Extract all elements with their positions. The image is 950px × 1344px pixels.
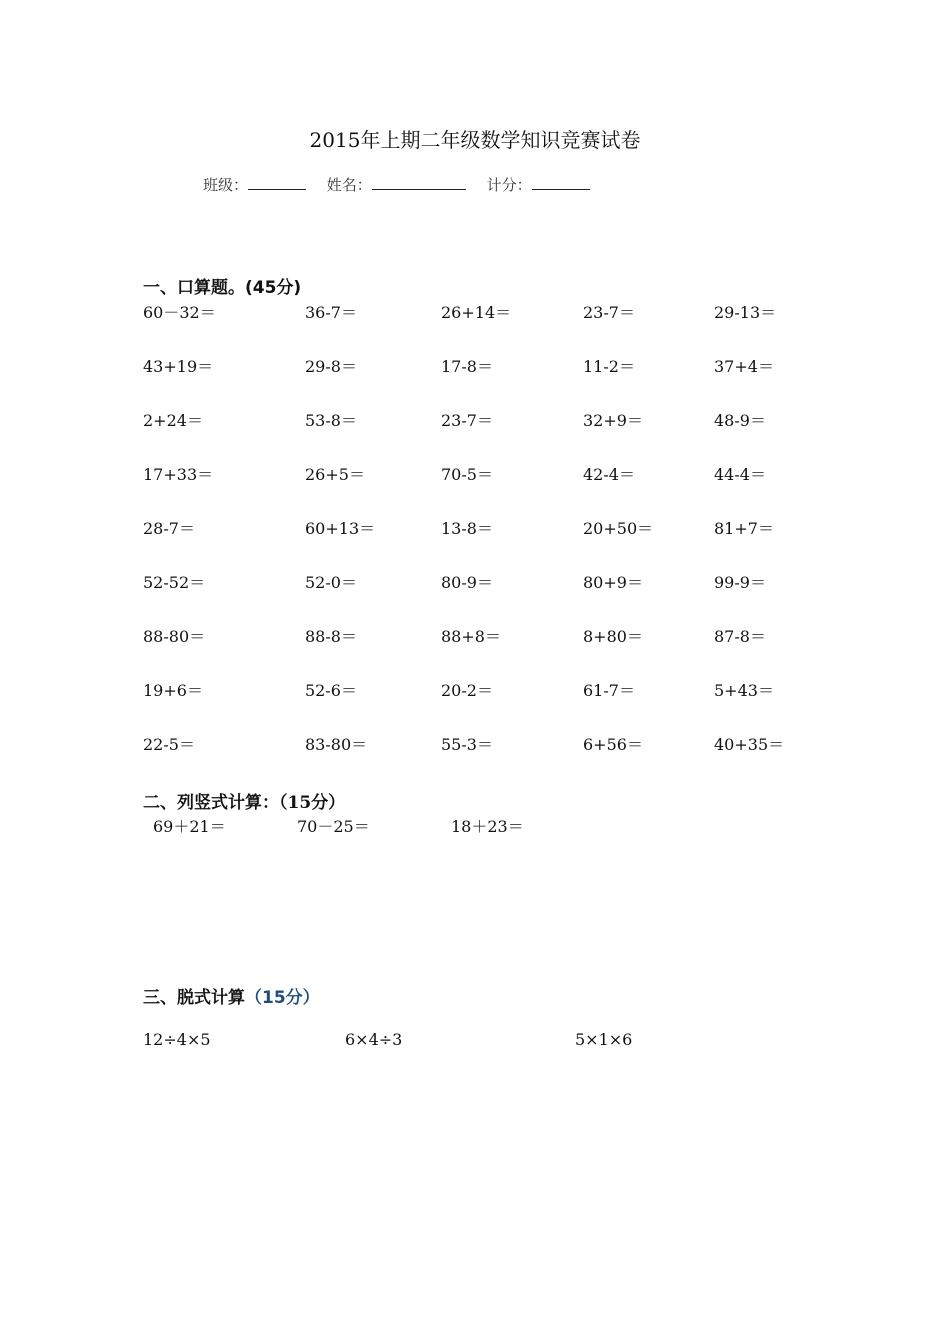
stepwise-problem: 5×1×6	[575, 1030, 633, 1049]
problem-cell: 70-5＝	[441, 465, 493, 484]
problem-cell: 80+9＝	[583, 573, 643, 592]
problem-cell: 80-9＝	[441, 573, 493, 592]
problem-cell: 88+8＝	[441, 627, 501, 646]
problem-cell: 88-80＝	[143, 627, 206, 646]
stepwise-problem: 12÷4×5	[143, 1030, 211, 1049]
problem-cell: 6+56＝	[583, 735, 643, 754]
problem-cell: 17-8＝	[441, 357, 493, 376]
problem-cell: 52-6＝	[305, 681, 357, 700]
problem-row	[143, 624, 823, 678]
problem-cell: 60－32＝	[143, 303, 216, 322]
problem-row	[143, 408, 823, 462]
problem-row	[143, 678, 823, 732]
problem-cell: 26+14＝	[441, 303, 512, 322]
vertical-problem: 70－25＝	[297, 817, 370, 836]
problem-row	[143, 354, 823, 408]
problem-cell: 44-4＝	[714, 465, 766, 484]
section3-heading-score: （15分）	[245, 988, 320, 1008]
problem-row	[143, 516, 823, 570]
stepwise-problem: 6×4÷3	[345, 1030, 403, 1049]
problem-cell: 28-7＝	[143, 519, 195, 538]
problem-cell: 53-8＝	[305, 411, 357, 430]
name-label: 姓名：	[326, 176, 372, 194]
problem-cell: 61-7＝	[583, 681, 635, 700]
problem-cell: 36-7＝	[305, 303, 357, 322]
section1-heading: 一、口算题。(45分)	[143, 278, 302, 298]
class-label: 班级：	[203, 176, 249, 194]
vertical-problem: 18＋23＝	[451, 817, 524, 836]
score-blank	[532, 173, 590, 190]
problem-cell: 52-52＝	[143, 573, 206, 592]
problem-cell: 87-8＝	[714, 627, 766, 646]
section2-heading: 二、列竖式计算：（15分）	[143, 793, 346, 813]
problem-cell: 83-80＝	[305, 735, 368, 754]
problem-cell: 99-9＝	[714, 573, 766, 592]
problem-cell: 23-7＝	[441, 411, 493, 430]
problem-row	[143, 732, 823, 786]
problem-cell: 13-8＝	[441, 519, 493, 538]
class-blank	[248, 173, 306, 190]
problem-cell: 43+19＝	[143, 357, 214, 376]
problem-cell: 40+35＝	[714, 735, 785, 754]
problem-row	[143, 462, 823, 516]
problem-row	[143, 300, 823, 354]
problem-cell: 42-4＝	[583, 465, 635, 484]
problem-cell: 11-2＝	[583, 357, 635, 376]
problem-cell: 26+5＝	[305, 465, 365, 484]
problem-row	[143, 570, 823, 624]
problem-cell: 48-9＝	[714, 411, 766, 430]
problem-cell: 37+4＝	[714, 357, 774, 376]
problem-cell: 60+13＝	[305, 519, 376, 538]
name-blank	[372, 173, 466, 190]
problem-cell: 17+33＝	[143, 465, 214, 484]
problem-cell: 55-3＝	[441, 735, 493, 754]
problem-cell: 88-8＝	[305, 627, 357, 646]
problem-cell: 19+6＝	[143, 681, 203, 700]
student-info-line	[203, 173, 606, 195]
problem-cell: 20+50＝	[583, 519, 654, 538]
problem-cell: 81+7＝	[714, 519, 774, 538]
problem-cell: 29-13＝	[714, 303, 777, 322]
problem-cell: 8+80＝	[583, 627, 643, 646]
problem-cell: 5+43＝	[714, 681, 774, 700]
problem-cell: 32+9＝	[583, 411, 643, 430]
problem-cell: 23-7＝	[583, 303, 635, 322]
vertical-problem: 69＋21＝	[153, 817, 226, 836]
problem-cell: 22-5＝	[143, 735, 195, 754]
problem-cell: 2+24＝	[143, 411, 203, 430]
problem-cell: 29-8＝	[305, 357, 357, 376]
problem-cell: 20-2＝	[441, 681, 493, 700]
problem-cell: 52-0＝	[305, 573, 357, 592]
mental-math-grid	[143, 300, 823, 786]
section3-heading-text: 三、脱式计算	[143, 988, 245, 1008]
page-title: 2015年上期二年级数学知识竞赛试卷	[309, 128, 641, 152]
score-label: 计分：	[486, 176, 532, 194]
section3-heading	[143, 983, 320, 1008]
